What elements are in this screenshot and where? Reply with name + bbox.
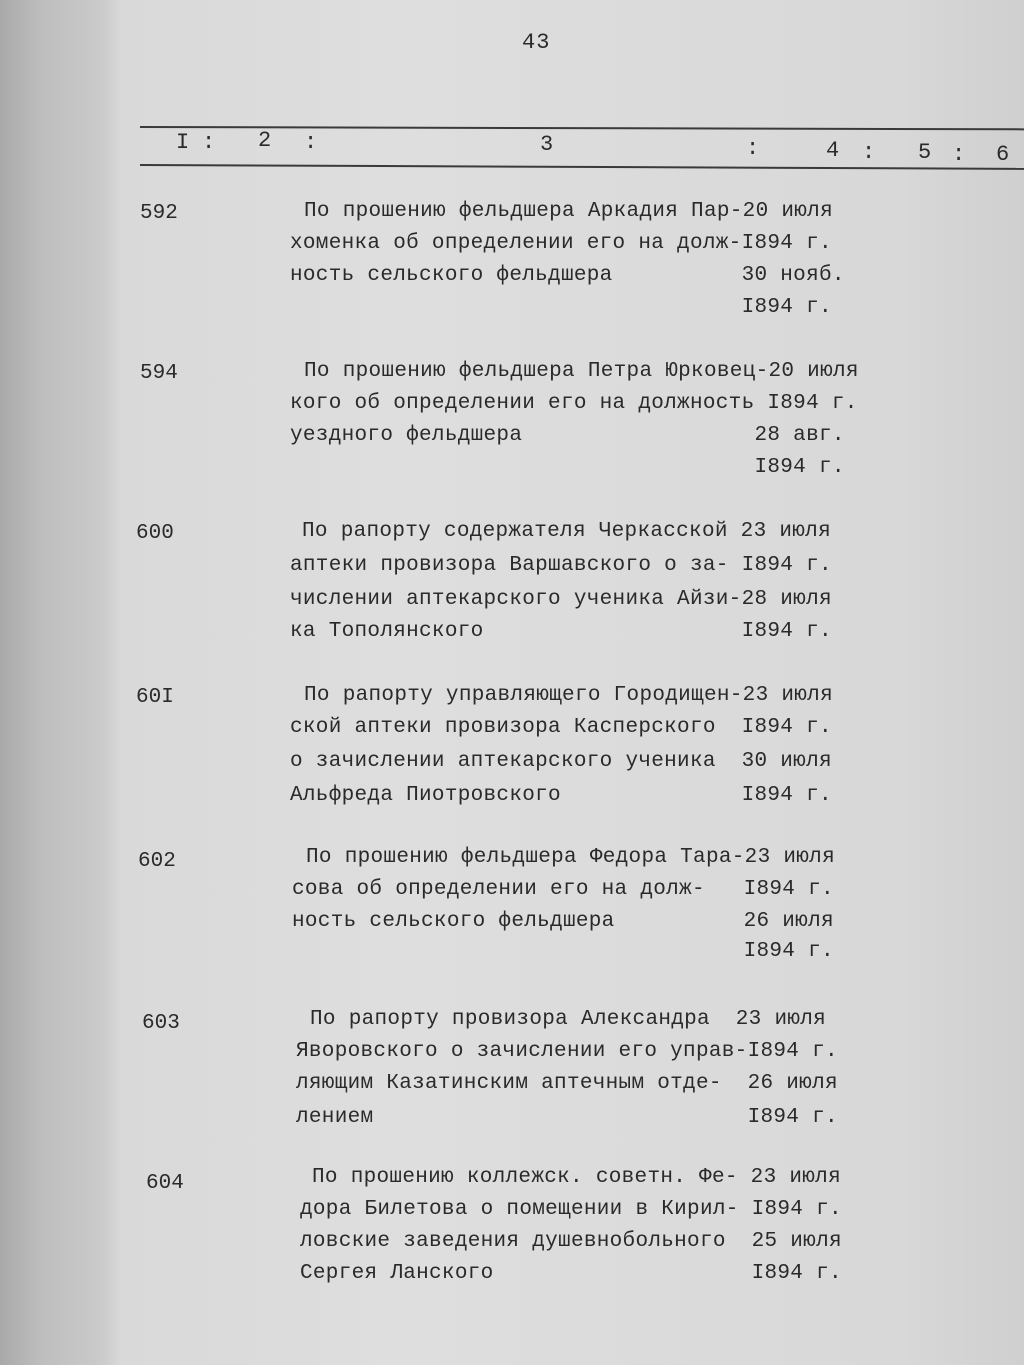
entry-text-line: Яворовского о зачислении его управ-I894 г. [296, 1040, 838, 1063]
entry-text-line: По прошению фельдшера Федора Тара-23 июля [306, 846, 835, 869]
column-header-4: 4 [826, 138, 840, 163]
entry-text-line: ка Тополянского I894 г. [290, 620, 832, 643]
column-header-5: 5 [918, 140, 932, 165]
entry-text-line: По прошению фельдшера Аркадия Пар-20 июля [304, 200, 833, 223]
entry-text-line: По рапорту управляющего Городищен-23 июля [304, 684, 833, 707]
entry-text-line: ность сельского фельдшера 30 нояб. [290, 264, 845, 287]
header-rule-bottom [140, 164, 1024, 170]
entry-number: 604 [146, 1172, 184, 1195]
entry-number: 594 [140, 362, 178, 385]
entry-text-line: Сергея Ланского I894 г. [300, 1262, 842, 1285]
entry-text-line: Альфреда Пиотровского I894 г. [290, 784, 832, 807]
entry-text-line: По рапорту провизора Александра 23 июля [310, 1008, 827, 1031]
column-separator: : [862, 140, 876, 165]
entry-number: 592 [140, 202, 178, 225]
entry-number: 602 [138, 850, 176, 873]
entry-text-line: По прошению фельдшера Петра Юрковец-20 июля [304, 360, 859, 383]
header-rule-top [140, 126, 1024, 130]
page-number: 43 [522, 30, 551, 55]
entry-text-line: I894 г. [290, 456, 845, 479]
entry-text-line: о зачислении аптекарского ученика 30 июля [290, 750, 832, 773]
entry-text-line: кого об определении его на должность I894 г. [290, 392, 858, 415]
entry-text-line: ской аптеки провизора Касперского I894 г. [290, 716, 832, 739]
column-separator: : [746, 136, 760, 161]
entry-text-line: сова об определении его на долж- I894 г. [292, 878, 834, 901]
entry-text-line: ность сельского фельдшера 26 июля [292, 910, 834, 933]
column-separator: : [952, 142, 966, 167]
entry-text-line: I894 г. [292, 940, 834, 963]
entry-text-line: дора Билетова о помещении в Кирил- I894 г. [300, 1198, 842, 1221]
entry-text-line: лением I894 г. [296, 1106, 838, 1129]
entry-text-line: ляющим Казатинским аптечным отде- 26 июля [296, 1072, 838, 1095]
column-separator: : [304, 130, 318, 155]
entry-text-line: ловские заведения душевнобольного 25 июля [300, 1230, 842, 1253]
entry-text-line: хоменка об определении его на долж-I894 г. [290, 232, 832, 255]
column-header-6: 6 [996, 142, 1010, 167]
column-separator: : [202, 130, 216, 155]
entry-number: 60I [136, 686, 174, 709]
entry-number: 603 [142, 1012, 180, 1035]
book-spine-shadow [0, 0, 120, 1365]
column-header-3: 3 [540, 132, 554, 157]
entry-text-line: числении аптекарского ученика Айзи-28 июля [290, 588, 832, 611]
entry-text-line: I894 г. [290, 296, 832, 319]
entry-text-line: По рапорту содержателя Черкасской 23 июля [302, 520, 831, 543]
entry-text-line: По прошению коллежск. советн. Фе- 23 июля [312, 1166, 841, 1189]
entry-text-line: уездного фельдшера 28 авг. [290, 424, 845, 447]
column-header-2: 2 [258, 128, 272, 153]
entry-number: 600 [136, 522, 174, 545]
column-header-1: I [176, 130, 190, 155]
entry-text-line: аптеки провизора Варшавского о за- I894 г. [290, 554, 832, 577]
